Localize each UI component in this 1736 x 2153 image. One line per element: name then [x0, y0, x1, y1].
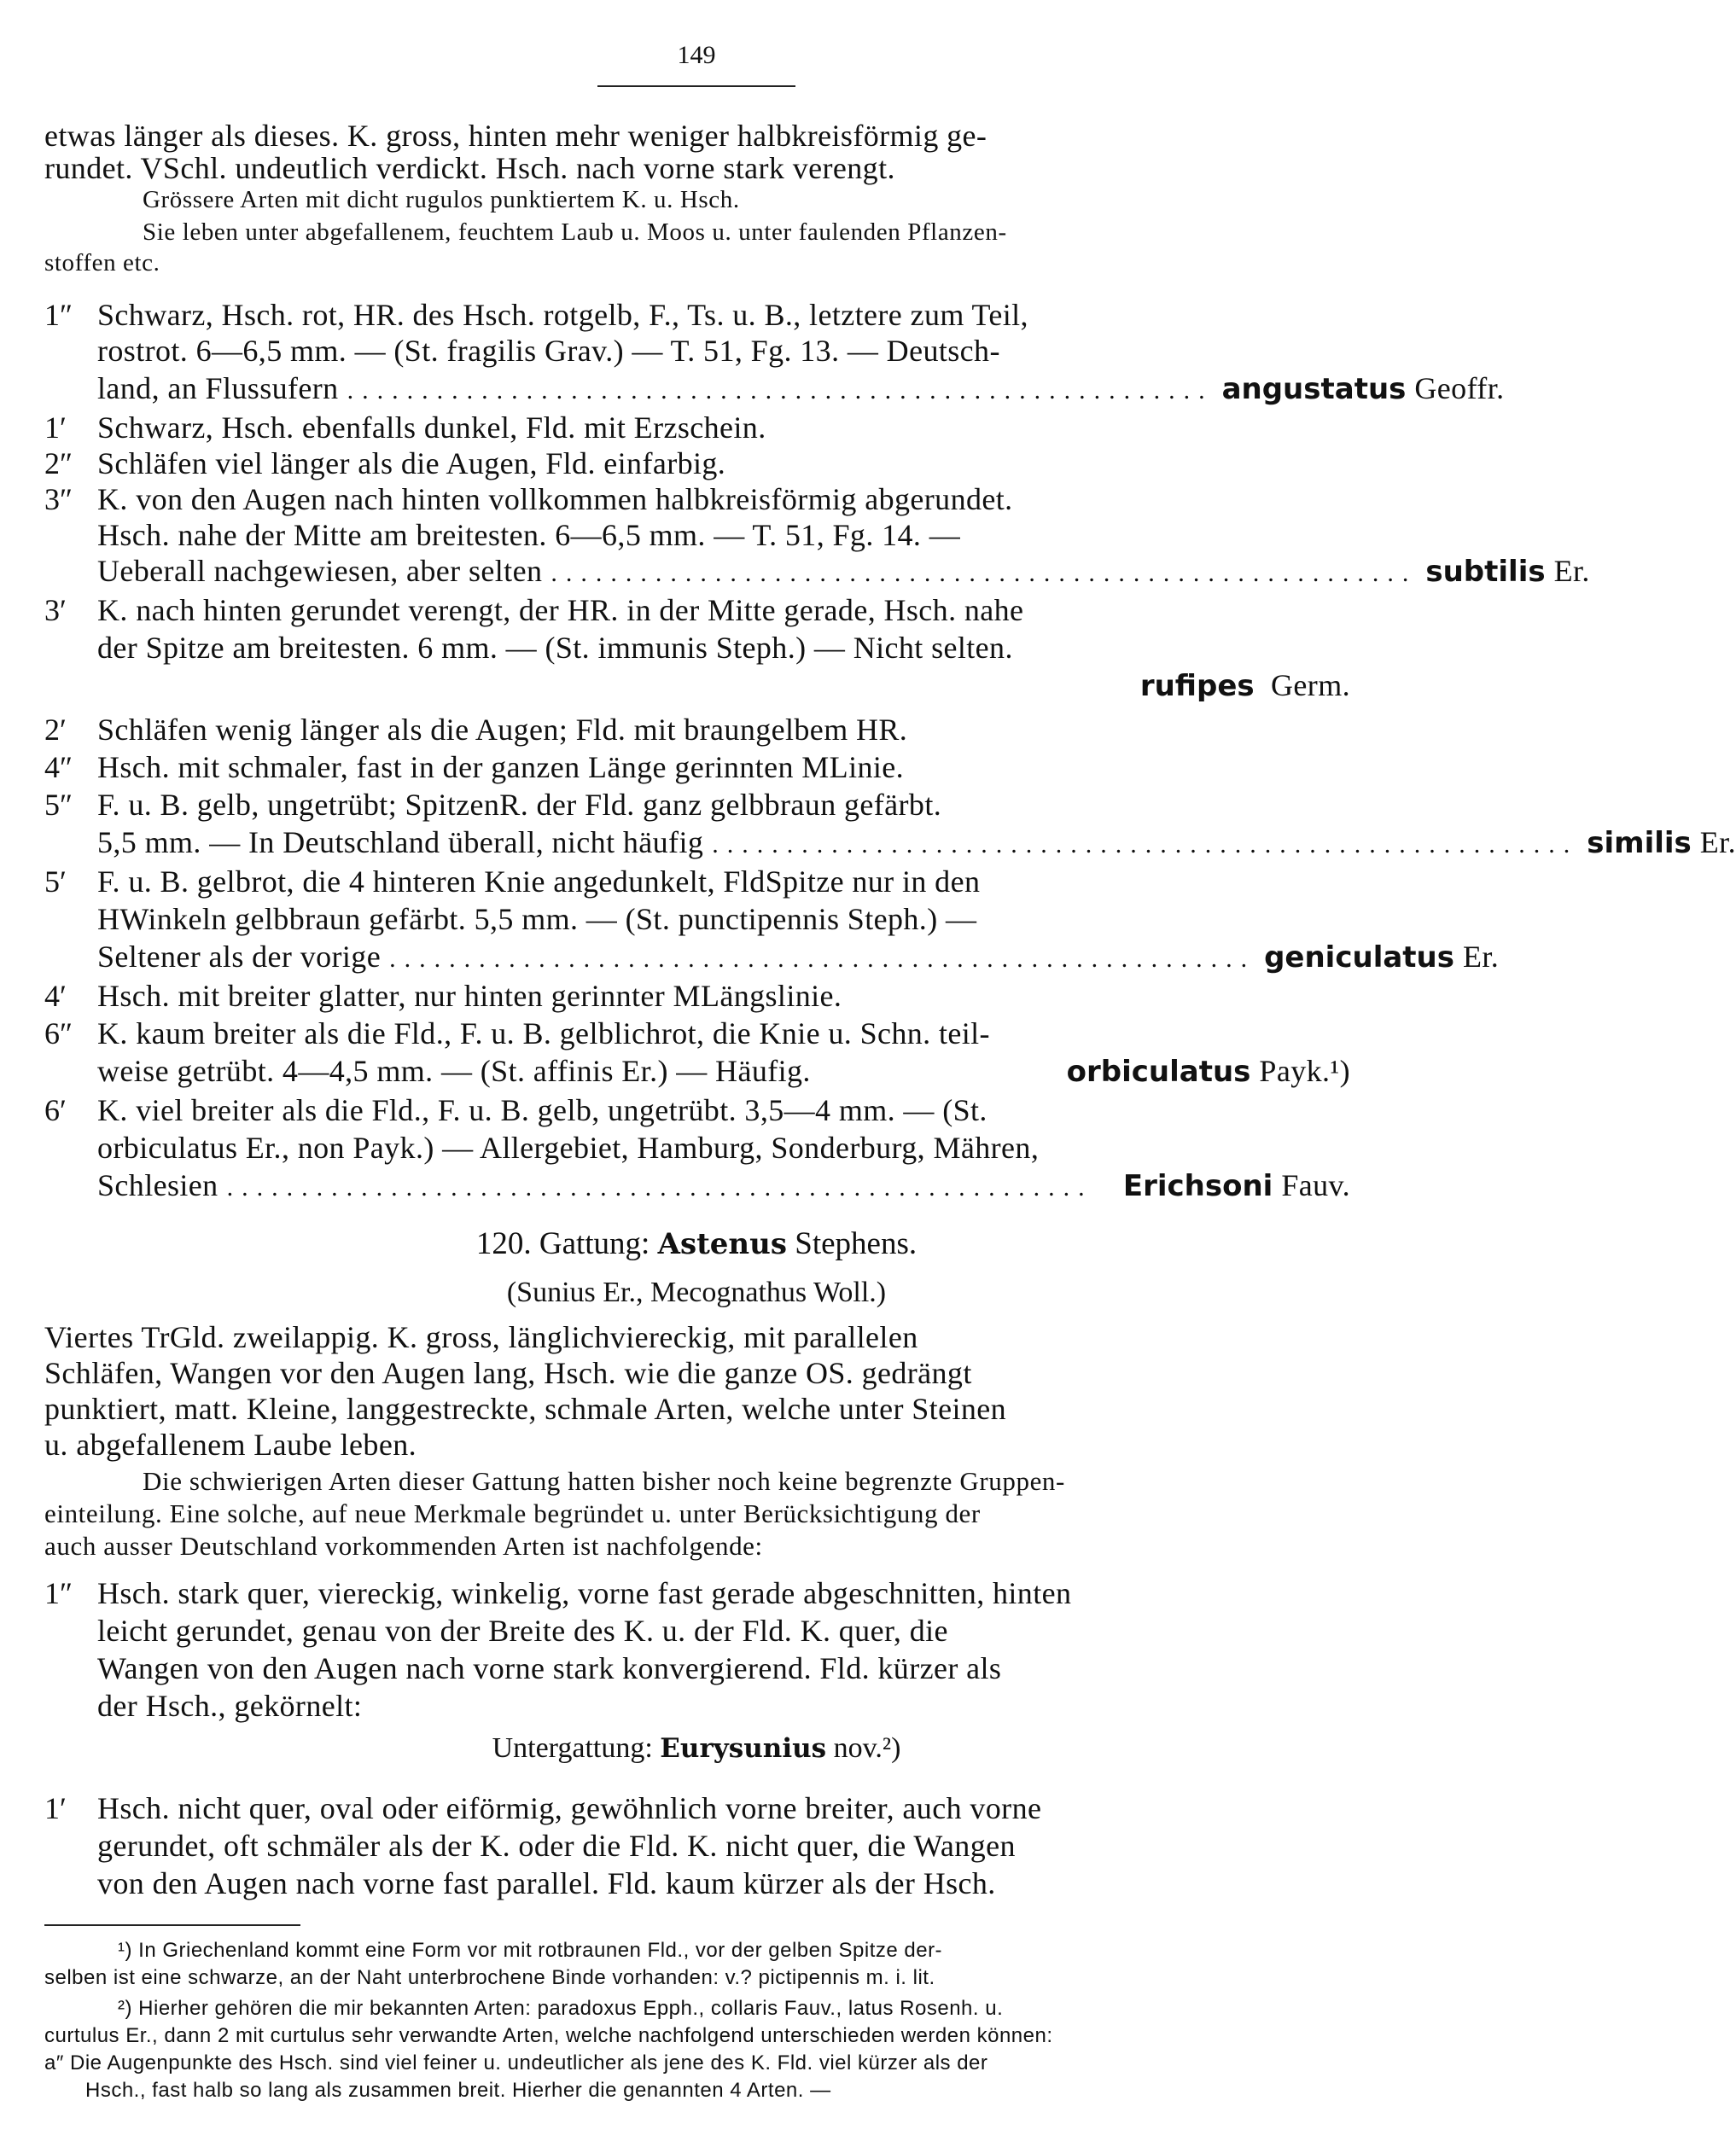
leader-dots: ..........................................................: [389, 945, 1256, 973]
page-number: 149: [677, 41, 716, 69]
genus-name: Astenus: [657, 1227, 788, 1261]
key-number: 1′: [44, 1791, 67, 1825]
subgenus-prefix: Untergattung:: [492, 1732, 653, 1764]
footnote-rule: [44, 1924, 300, 1926]
species-author: Geoffr.: [1414, 371, 1505, 405]
key-text-line: rostrot. 6—6,5 mm. — (St. fragilis Grav.) — T. 51, Fg. 13. — Deutsch-: [97, 334, 1000, 368]
key-number: 5″: [44, 788, 73, 822]
species-name: orbiculatus: [1066, 1055, 1251, 1089]
key-species-line: [97, 370, 1505, 406]
key-text-line: F. u. B. gelbrot, die 4 hinteren Knie angedunkelt, FldSpitze nur in den: [97, 864, 981, 899]
key-text-line: Wangen von den Augen nach vorne stark konvergierend. Fld. kürzer als: [97, 1651, 1002, 1685]
key-species-line: [97, 1053, 1350, 1089]
key-text-line: Hsch. stark quer, viereckig, winkelig, vorne fast gerade abgeschnitten, hinten: [97, 1576, 1072, 1610]
key-text-line: HWinkeln gelbbraun gefärbt. 5,5 mm. — (St. punctipennis Steph.) —: [97, 902, 977, 936]
genus-note-line: Die schwierigen Arten dieser Gattung hatten bisher noch keine begrenzte Gruppen-: [143, 1466, 1065, 1496]
species-name: similis: [1587, 826, 1692, 860]
key-text-line: F. u. B. gelb, ungetrübt; SpitzenR. der Fld. ganz gelbbraun gefärbt.: [97, 788, 942, 822]
key-number: 4′: [44, 979, 67, 1013]
species-author: Er.: [1553, 554, 1590, 588]
genus-note-line: auch ausser Deutschland vorkommenden Arten ist nachfolgende:: [44, 1531, 763, 1561]
genus-desc-line: u. abgefallenem Laube leben.: [44, 1428, 417, 1462]
key-species-line: [97, 667, 1350, 703]
footnote-line: ¹) In Griechenland kommt eine Form vor mit rotbraunen Fld., vor der gelben Spitze der-: [118, 1939, 943, 1962]
genus-note-line: einteilung. Eine solche, auf neue Merkmale begründet u. unter Berücksichtigung der: [44, 1498, 981, 1528]
key-text-line: Schwarz, Hsch. rot, HR. des Hsch. rotgelb, F., Ts. u. B., letztere zum Teil,: [97, 298, 1028, 332]
genus-desc-line: punktiert, matt. Kleine, langgestreckte, schmale Arten, welche unter Steinen: [44, 1392, 1007, 1426]
key-text-line: Schwarz, Hsch. ebenfalls dunkel, Fld. mit Erzschein.: [97, 410, 766, 445]
footnote-line: ²) Hierher gehören die mir bekannten Arten: paradoxus Epph., collaris Fauv., latus Rosenh. u.: [118, 1997, 1004, 2020]
intro-line: etwas länger als dieses. K. gross, hinten mehr weniger halbkreisförmig ge-: [44, 119, 987, 153]
species-name: rufipes: [1139, 669, 1255, 703]
key-number: 1″: [44, 1576, 73, 1610]
key-number: 1″: [44, 298, 73, 332]
key-species-line: [97, 553, 1590, 589]
species-author: Payk.¹): [1259, 1054, 1350, 1088]
key-text-line: Hsch. mit schmaler, fast in der ganzen Länge gerinnten MLinie.: [97, 750, 905, 784]
key-text-line: K. von den Augen nach hinten vollkommen halbkreisförmig abgerundet.: [97, 482, 1013, 516]
leader-dots: ..........................................................: [712, 830, 1579, 858]
header-rule: [597, 85, 795, 87]
species-author: Germ.: [1271, 668, 1350, 702]
key-number: 2″: [44, 446, 73, 480]
small-intro-line: Grössere Arten mit dicht rugulos punktiertem K. u. Hsch.: [143, 186, 740, 213]
key-number: 3″: [44, 482, 73, 516]
small-intro-line: stoffen etc.: [44, 249, 160, 276]
genus-heading-prefix: 120. Gattung:: [475, 1226, 650, 1261]
key-text-line: Seltener als der vorige: [97, 940, 382, 974]
leader-dots: ..........................................................: [226, 1173, 1093, 1202]
key-species-line: [97, 1167, 1350, 1203]
small-intro-line: Sie leben unter abgefallenem, feuchtem Laub u. Moos u. unter faulenden Pflanzen-: [143, 218, 1007, 246]
species-name: subtilis: [1425, 555, 1546, 589]
key-text-line: der Spitze am breitesten. 6 mm. — (St. immunis Steph.) — Nicht selten.: [97, 631, 1013, 665]
subgenus-suffix: nov.²): [833, 1732, 901, 1764]
footnote-line: curtulus Er., dann 2 mit curtulus sehr verwandte Arten, welche nachfolgend unterschieden werden können:: [44, 2024, 1053, 2047]
genus-synonyms: (Sunius Er., Mecognathus Woll.): [506, 1277, 887, 1308]
key-number: 2′: [44, 713, 67, 747]
key-text-line: orbiculatus Er., non Payk.) — Allergebiet, Hamburg, Sonderburg, Mähren,: [97, 1131, 1040, 1165]
intro-line: rundet. VSchl. undeutlich verdickt. Hsch. nach vorne stark verengt.: [44, 151, 895, 185]
footnote-line: selben ist eine schwarze, an der Naht unterbrochene Binde vorhanden: v.? pictipennis m. i. lit.: [44, 1966, 935, 1989]
subgenus-heading: [0, 1732, 1393, 1765]
genus-desc-line: Viertes TrGld. zweilappig. K. gross, länglichviereckig, mit parallelen: [44, 1320, 918, 1354]
species-name: angustatus: [1221, 372, 1407, 406]
leader-dots: ..........................................................: [551, 559, 1418, 587]
key-text-line: Schläfen wenig länger als die Augen; Fld. mit braungelbem HR.: [97, 713, 908, 747]
genus-author: Stephens.: [795, 1226, 918, 1261]
key-number: 3′: [44, 593, 67, 627]
key-text-line: K. kaum breiter als die Fld., F. u. B. gelblichrot, die Knie u. Schn. teil-: [97, 1016, 990, 1050]
species-author: Er.: [1699, 825, 1736, 859]
key-species-line: [97, 824, 1736, 860]
key-text-line: Hsch. nicht quer, oval oder eiförmig, gewöhnlich vorne breiter, auch vorne: [97, 1791, 1042, 1825]
subgenus-name: Eurysunius: [660, 1733, 827, 1764]
species-author: Er.: [1463, 940, 1500, 974]
key-text-line: K. viel breiter als die Fld., F. u. B. gelb, ungetrübt. 3,5—4 mm. — (St.: [97, 1093, 987, 1127]
genus-desc-line: Schläfen, Wangen vor den Augen lang, Hsch. wie die ganze OS. gedrängt: [44, 1356, 972, 1390]
key-text-line: leicht gerundet, genau von der Breite des K. u. der Fld. K. quer, die: [97, 1614, 948, 1648]
key-text-line: Ueberall nachgewiesen, aber selten: [97, 554, 543, 588]
key-number: 6″: [44, 1016, 73, 1050]
key-number: 4″: [44, 750, 73, 784]
footnote-line: Hsch., fast halb so lang als zusammen breit. Hierher die genannten 4 Arten. —: [85, 2079, 831, 2102]
key-text-line: land, an Flussufern: [97, 371, 339, 405]
subgenus-key-b: [44, 1790, 1350, 1910]
key-text-line: K. nach hinten gerundet verengt, der HR. in der Mitte gerade, Hsch. nahe: [97, 593, 1024, 627]
footnote-line: a″ Die Augenpunkte des Hsch. sind viel feiner u. undeutlicher als jene des K. Fld. viel kürzer als der: [44, 2051, 988, 2074]
key-text-line: der Hsch., gekörnelt:: [97, 1689, 363, 1723]
key-text-line: Schläfen viel länger als die Augen, Fld. einfarbig.: [97, 446, 726, 480]
key-text-line: Hsch. mit breiter glatter, nur hinten gerinnter MLängslinie.: [97, 979, 842, 1013]
genus-heading: [0, 1225, 1393, 1262]
key-text-line: Hsch. nahe der Mitte am breitesten. 6—6,5 mm. — T. 51, Fg. 14. —: [97, 518, 961, 552]
species-author: Fauv.: [1281, 1168, 1350, 1202]
species-key: [44, 297, 1736, 1219]
key-text-line: weise getrübt. 4—4,5 mm. — (St. affinis Er.) — Häufig.: [97, 1054, 811, 1088]
key-species-line: [97, 939, 1500, 975]
key-text-line: Schlesien: [97, 1168, 218, 1202]
leader-dots: ..........................................................: [347, 376, 1214, 404]
species-name: geniculatus: [1264, 940, 1454, 975]
key-text-line: gerundet, oft schmäler als der K. oder die Fld. K. nicht quer, die Wangen: [97, 1829, 1016, 1863]
key-number: 5′: [44, 864, 67, 899]
key-text-line: von den Augen nach vorne fast parallel. Fld. kaum kürzer als der Hsch.: [97, 1866, 996, 1900]
key-number: 1′: [44, 410, 67, 445]
species-name: Erichsoni: [1122, 1169, 1273, 1203]
key-text-line: 5,5 mm. — In Deutschland überall, nicht häufig: [97, 825, 704, 859]
key-number: 6′: [44, 1093, 67, 1127]
